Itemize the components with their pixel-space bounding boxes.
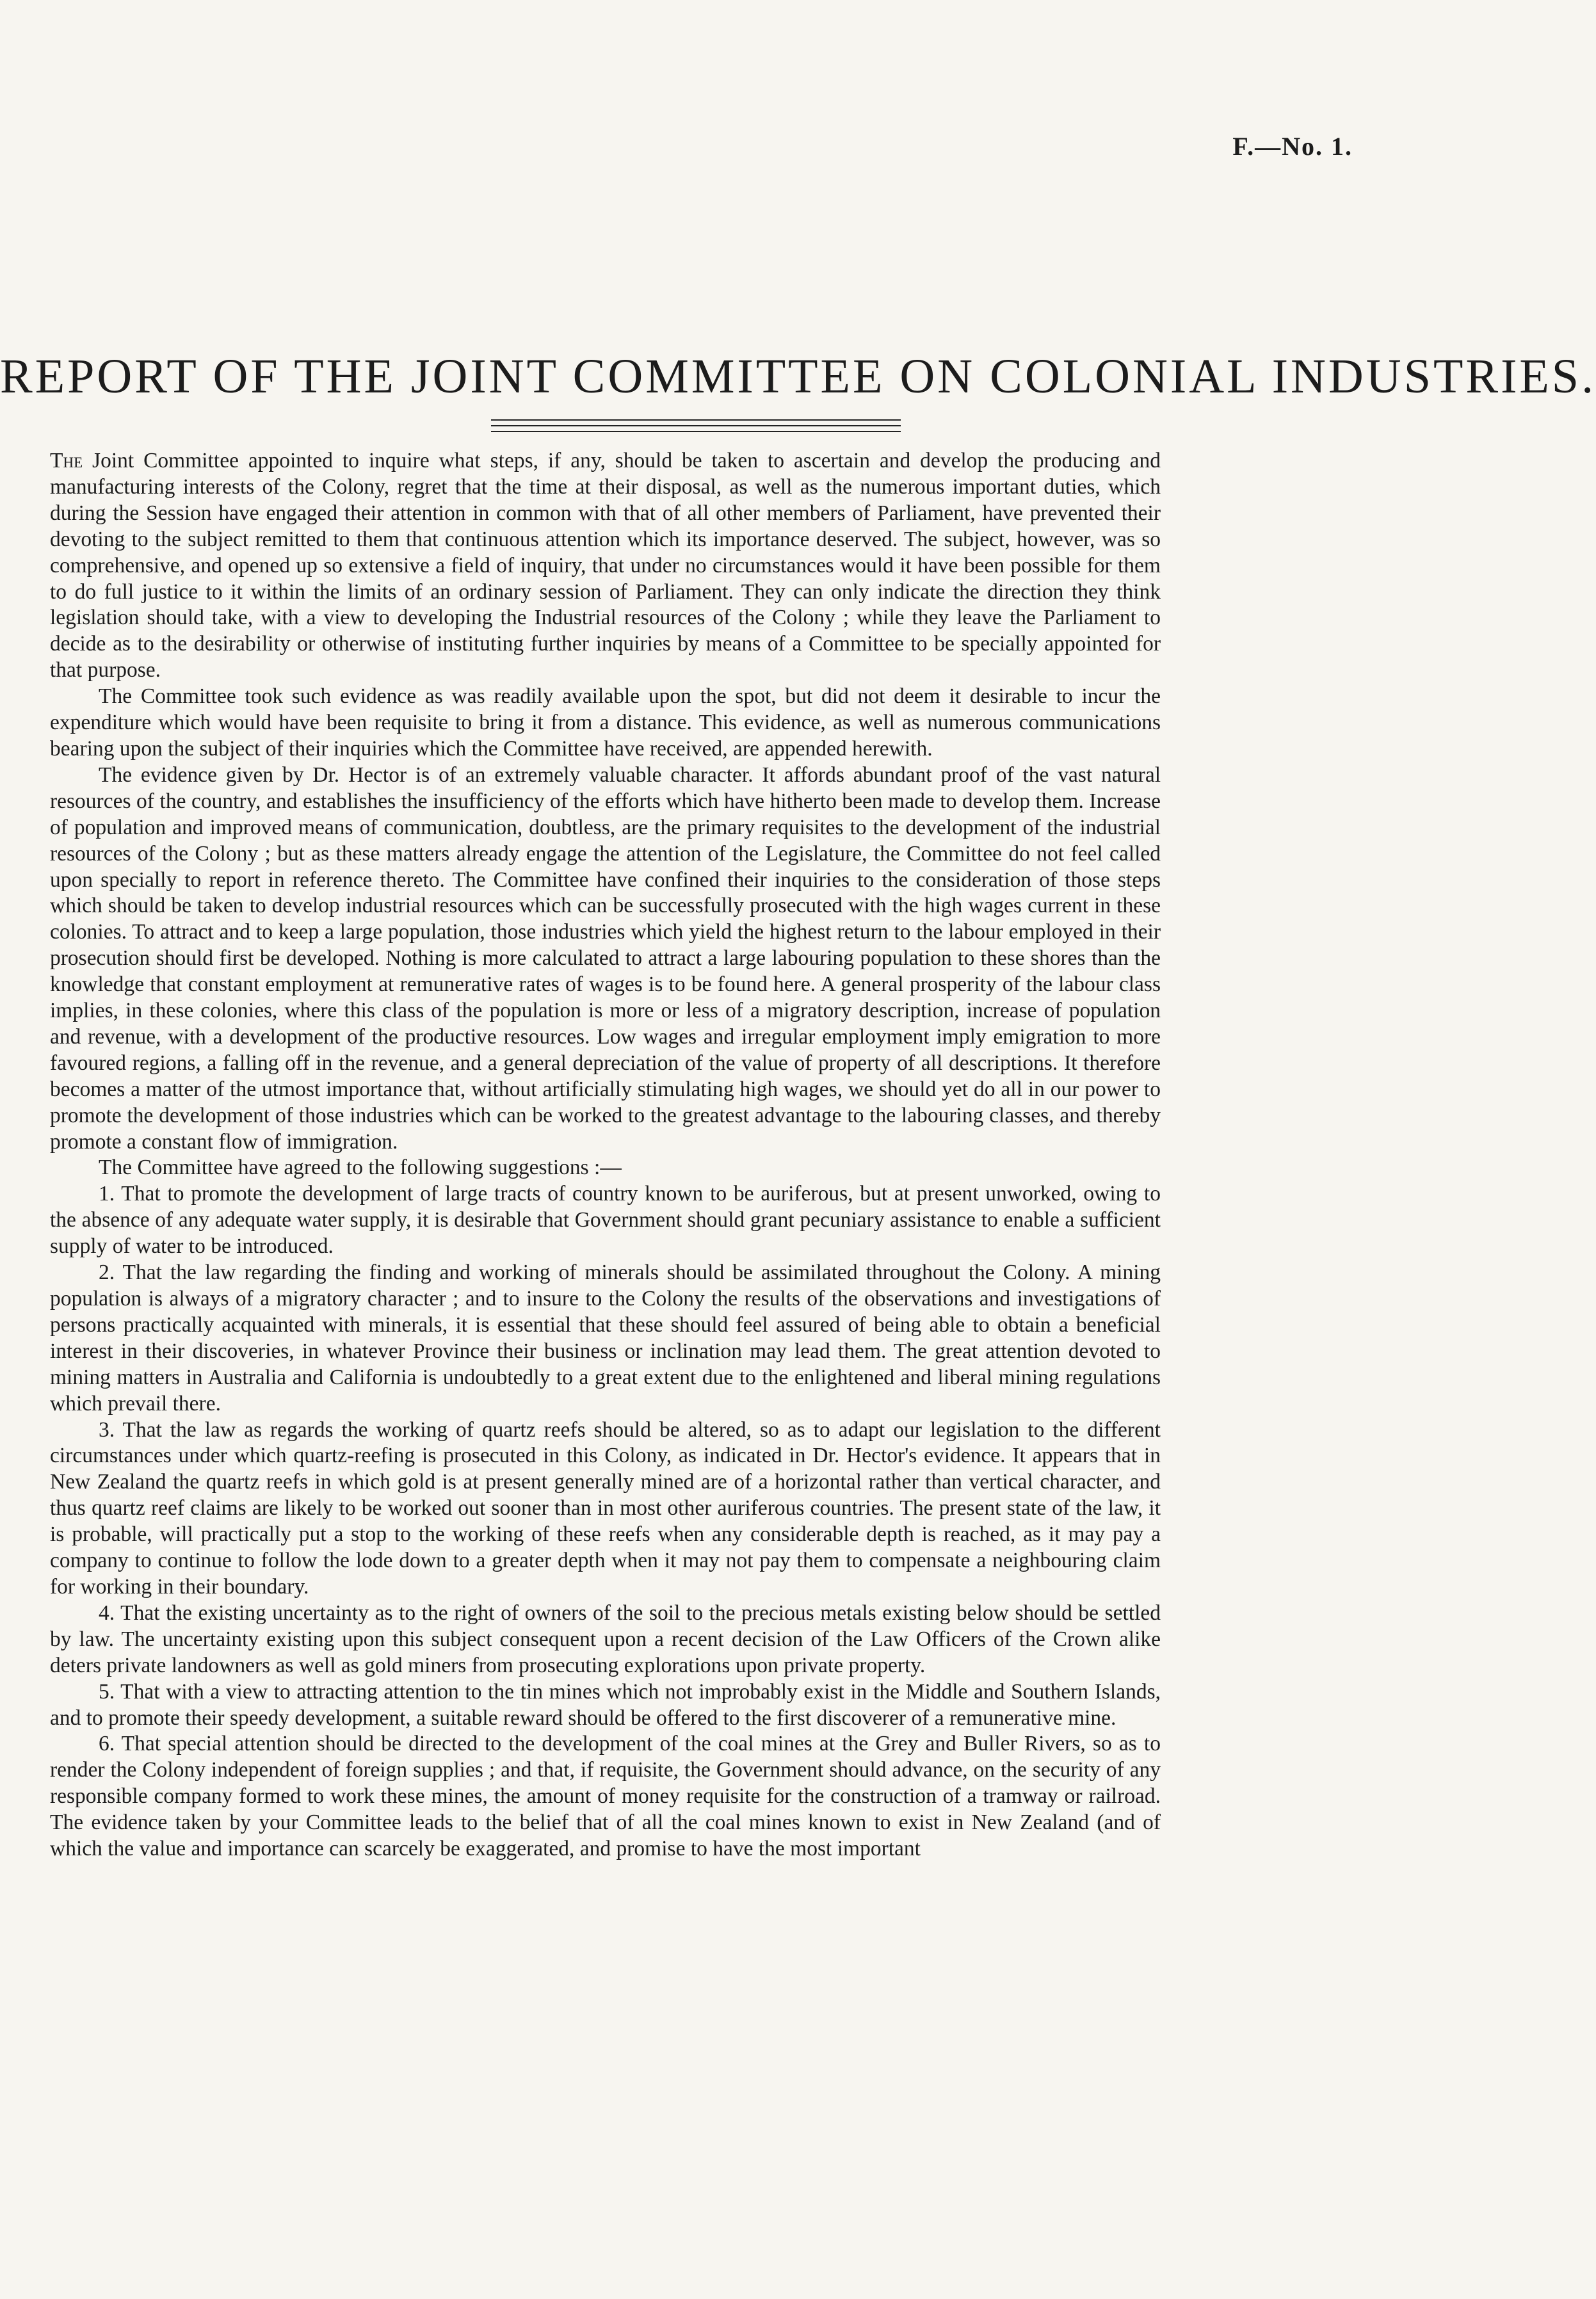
- paragraph-intro: [50, 448, 1161, 684]
- title-divider: [491, 419, 901, 421]
- suggestion-4: 4. That the existing uncertainty as to the right of owners of the soil to the precious metals existing below should be settled by law. The uncertainty existing upon this subject consequent upon a recent decision of the Law Officers of the Crown alike deters private landowners as well as gold miners from prosecuting explorations upon private property.: [50, 1601, 1161, 1677]
- suggestion-1: 1. That to promote the development of large tracts of country known to be auriferous, but at present unworked, owing to the absence of any adequate water supply, it is desirable that Government should grant pecuniary assistance to enable a sufficient supply of water to be introduced.: [50, 1182, 1161, 1259]
- suggestion-3: 3. That the law as regards the working of quartz reefs should be altered, so as to adapt our legislation to the different circumstances under which quartz-reefing is prosecuted in this Colony, as indicated in Dr. Hector's evidence. It appears that in New Zealand the quartz reefs in which gold is at present generally mined are of a horizontal rather than vertical character, and thus quartz reef claims are likely to be worked out sooner than in most other auriferous countries. The present state of the law, it is probable, will practically put a stop to the working of these reefs when any considerable depth is reached, as it may pay a company to continue to follow the lode down to a greater depth when it may not pay them to compensate a neighbouring claim for working in their boundary.: [50, 1417, 1161, 1599]
- paragraph-suggestions-heading: The Committee have agreed to the following suggestions :—: [99, 1156, 622, 1180]
- paragraph-text: Joint Committee appointed to inquire what steps, if any, should be taken to ascertain and develop the producing and manufacturing interests of the Colony, regret that the time at their disposal, as well as the numerous important duties, which during the Session have engaged their attention in common with that of all other members of Parliament, have prevented their devoting to the subject remitted to them that continuous attention which its importance deserved. The subject, however, was so comprehensive, and opened up so extensive a field of inquiry, that under no circumstances would it have been possible for them to do full justice to it within the limits of an ordinary session of Parliament. They can only indicate the direction they think legislation should take, with a view to developing the Industrial resources of the Colony ; while they leave the Parliament to decide as to the desirability or otherwise of instituting further inquiries by means of a Committee to be specially appointed for that purpose.: [50, 449, 1161, 682]
- suggestion-5: 5. That with a view to attracting attention to the tin mines which not improbably exist in the Middle and Southern Islands, and to promote their speedy development, a suitable reward should be offered to the first discoverer of a remunerative mine.: [50, 1679, 1161, 1730]
- paragraph-hector-evidence: The evidence given by Dr. Hector is of an extremely valuable character. It affords abundant proof of the vast natural resources of the country, and establishes the insufficiency of the efforts which have hitherto been made to develop them. Increase of population and improved means of communication, doubtless, are the primary requisites to the development of the industrial resources of the Colony ; but as these matters already engage the attention of the Legislature, the Committee do not feel called upon specially to report in reference thereto. The Committee have confined their inquiries to the consideration of those steps which should be taken to develop industrial resources which can be successfully prosecuted with the high wages current in these colonies. To attract and to keep a large population, those industries which yield the highest return to the labour employed in their prosecution should first be developed. Nothing is more calculated to attract a large labouring population to these shores than the knowledge that constant employment at remunerative rates of wages is to be found here. A general prosperity of the labour class implies, in these colonies, where this class of the population is more or less of a migratory description, increase of population and revenue, with a development of the productive resources. Low wages and irregular employment imply emigration to more favoured regions, a falling off in the revenue, and a general depreciation of the value of property of all descriptions. It therefore becomes a matter of the utmost importance that, without artificially stimulating high wages, we should yet do all in our power to promote the development of those industries which can be worked to the greatest advantage to the labouring classes, and thereby promote a constant flow of immigration.: [50, 762, 1161, 1154]
- paragraph-evidence: The Committee took such evidence as was readily available upon the spot, but did not deem it desirable to incur the expenditure which would have been requisite to bring it from a distance. This evidence, as well as numerous communications bearing upon the subject of their inquiries which the Committee have received, are appended herewith.: [50, 684, 1161, 761]
- document-title: REPORT OF THE JOINT COMMITTEE ON COLONIAL INDUSTRIES.: [0, 350, 1596, 403]
- title-divider: [491, 431, 901, 432]
- suggestion-2: 2. That the law regarding the finding and working of minerals should be assimilated throughout the Colony. A mining population is always of a migratory character ; and to insure to the Colony the results of the observations and investigations of persons practically acquainted with minerals, it is essential that these should feel assured of being able to obtain a beneficial interest in their discoveries, in whatever Province their business or inclination may lead them. The great attention devoted to mining matters in Australia and California is undoubtedly to a great extent due to the enlightened and liberal mining regulations which prevail there.: [50, 1261, 1161, 1416]
- report-body: [50, 448, 1161, 1862]
- document-reference: F.—No. 1.: [1232, 132, 1353, 161]
- title-divider: [491, 425, 901, 426]
- suggestion-6: 6. That special attention should be directed to the development of the coal mines at the Grey and Buller Rivers, so as to render the Colony independent of foreign supplies ; and that, if requisite, the Government should advance, on the security of any responsible company formed to work these mines, the amount of money requisite for the construction of a tramway or railroad. The evidence taken by your Committee leads to the belief that of all the coal mines known to exist in New Zealand (and of which the value and importance can scarcely be exaggerated, and promise to have the most important: [50, 1732, 1161, 1861]
- opening-word: The: [50, 449, 83, 472]
